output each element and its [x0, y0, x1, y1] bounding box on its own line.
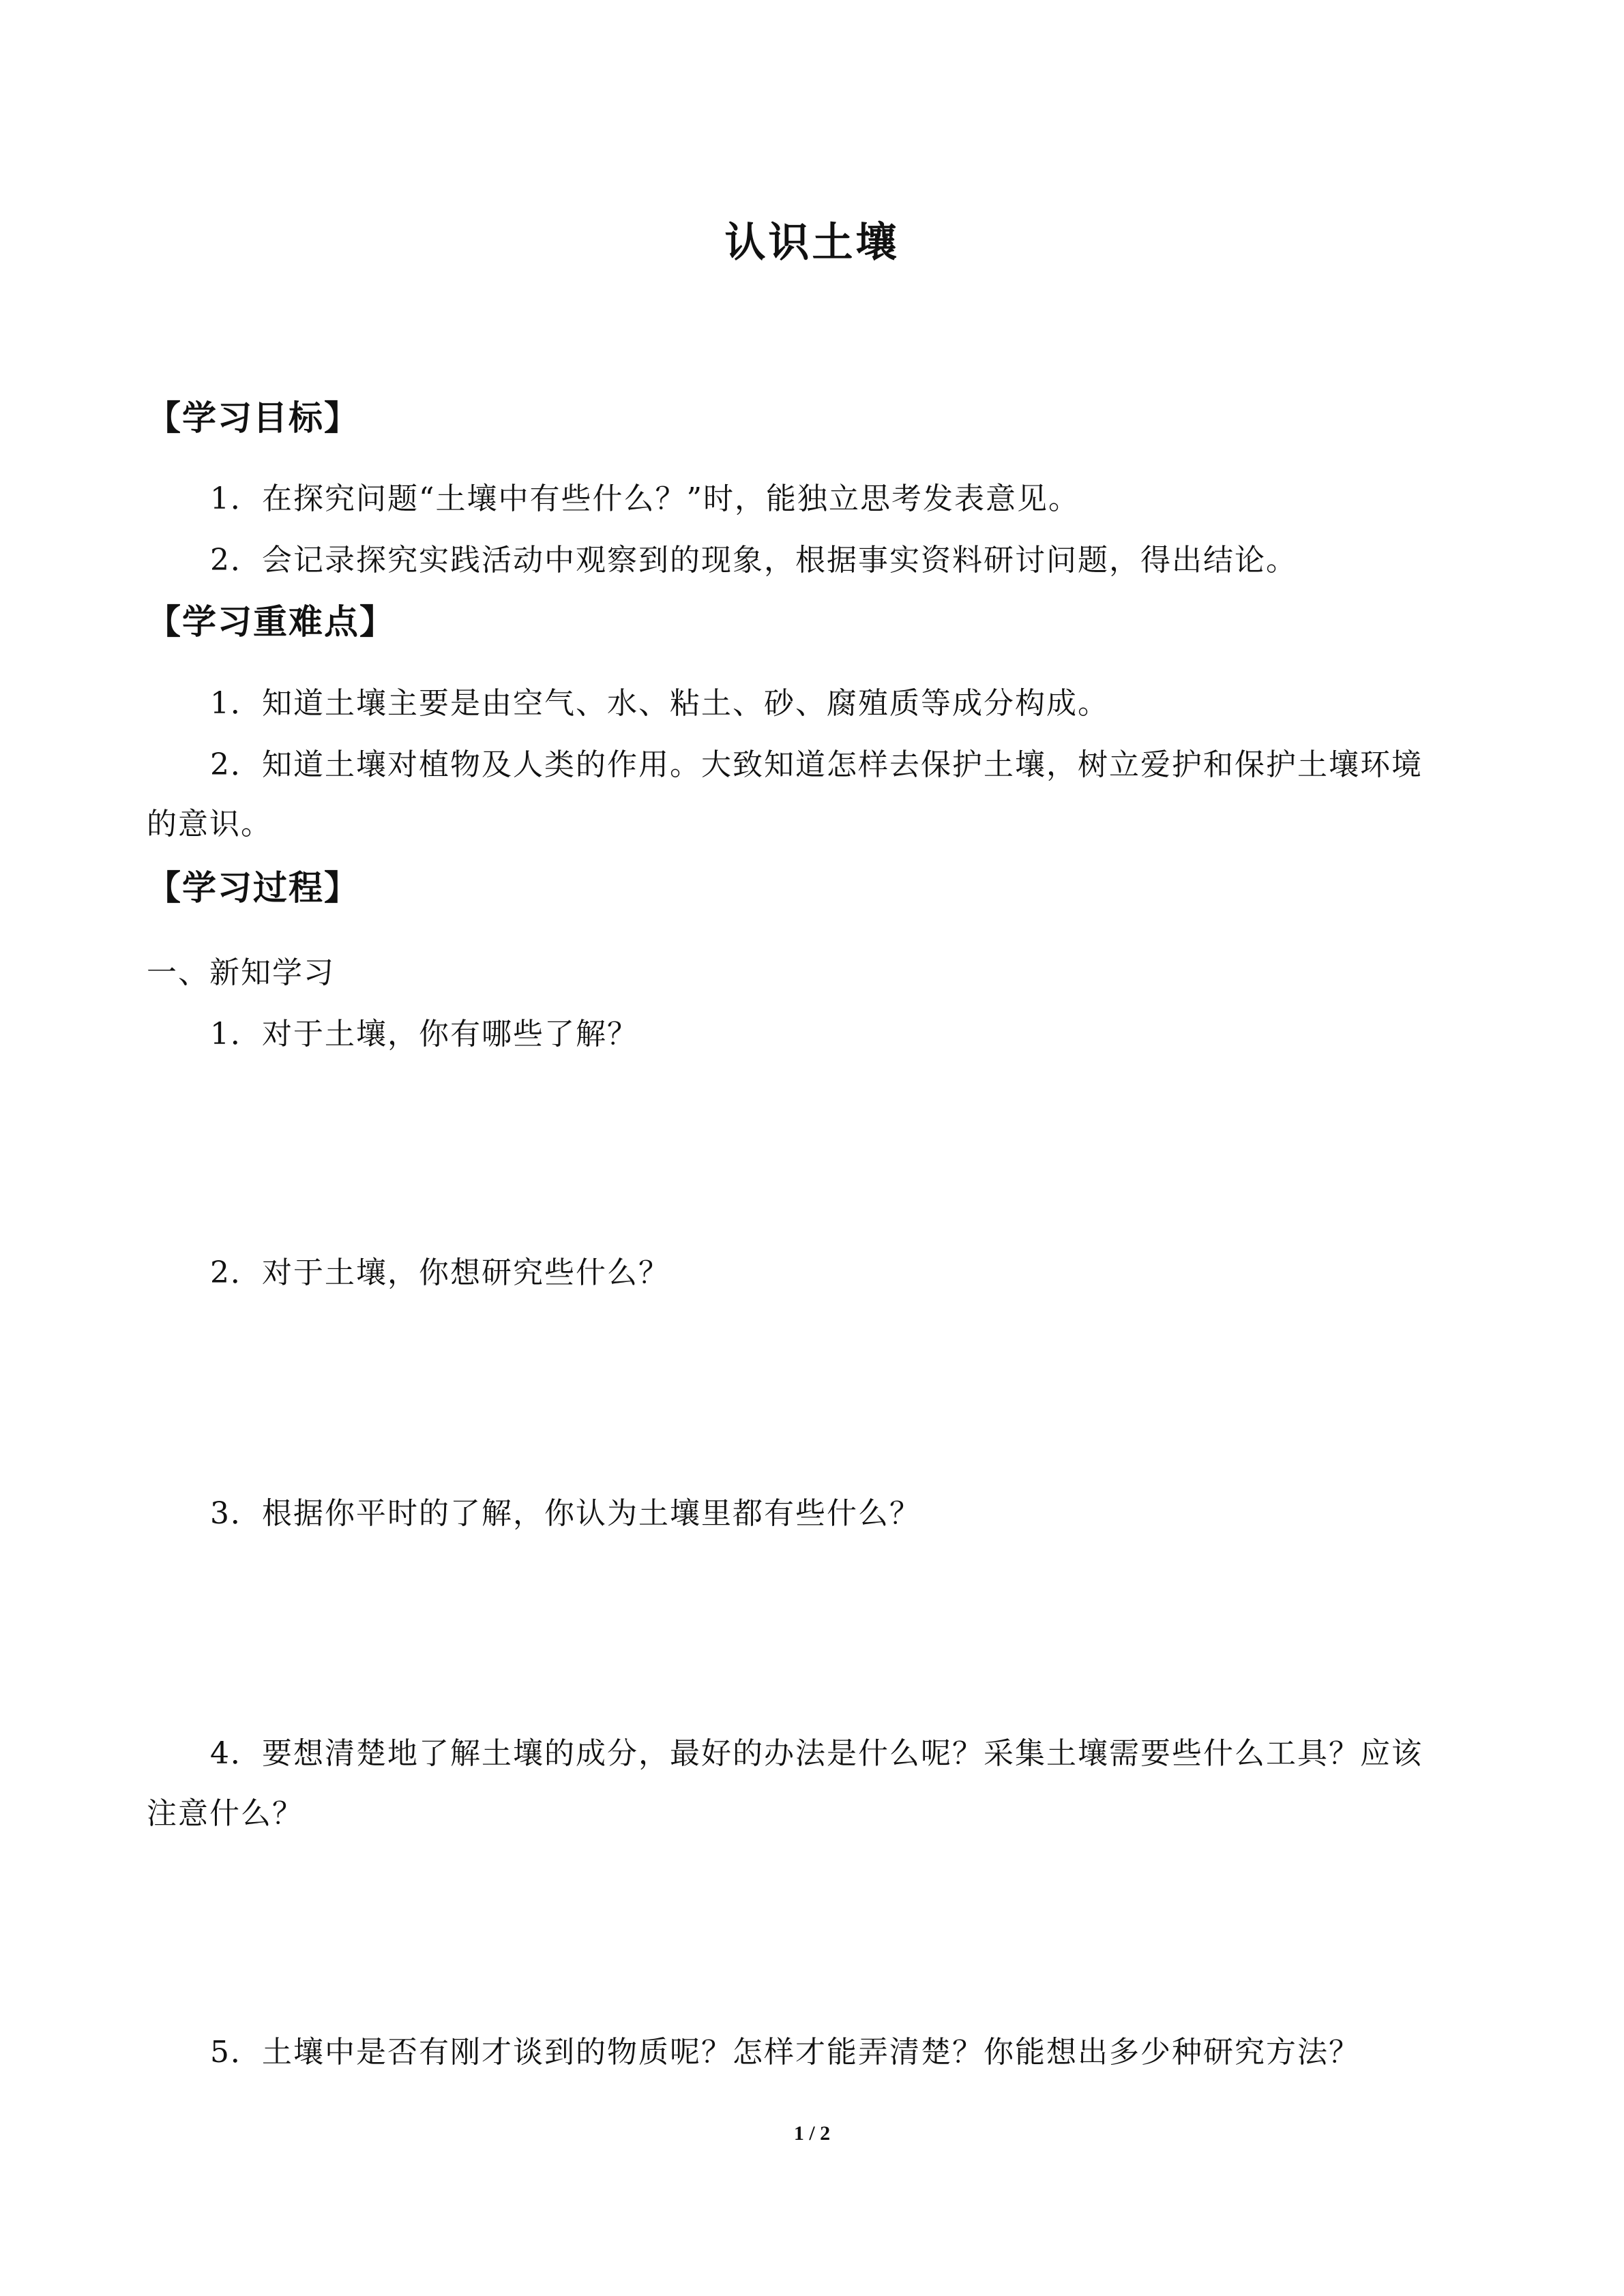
- objective-item-1: 1．在探究问题“土壤中有些什么？”时，能独立思考发表意见。: [210, 481, 1080, 516]
- question-4-continued: 注意什么？: [147, 1796, 304, 1831]
- question-4: 4．要想清楚地了解土壤的成分，最好的办法是什么呢？采集土壤需要些什么工具？应该: [210, 1736, 1423, 1771]
- section-heading-objectives: 【学习目标】: [147, 398, 359, 438]
- question-3: 3．根据你平时的了解，你认为土壤里都有些什么？: [210, 1496, 921, 1531]
- process-subheading: 一、新知学习: [147, 955, 335, 990]
- section-heading-process: 【学习过程】: [147, 868, 359, 908]
- key-point-item-2-continued: 的意识。: [147, 807, 272, 841]
- objective-item-2: 2．会记录探究实践活动中观察到的现象，根据事实资料研讨问题，得出结论。: [210, 543, 1297, 578]
- key-point-item-1: 1．知道土壤主要是由空气、水、粘土、砂、腐殖质等成分构成。: [210, 686, 1109, 721]
- question-2: 2．对于土壤，你想研究些什么？: [210, 1255, 670, 1290]
- key-point-item-2: 2．知道土壤对植物及人类的作用。大致知道怎样去保护土壤，树立爱护和保护土壤环境: [210, 747, 1423, 782]
- question-1: 1．对于土壤，你有哪些了解？: [210, 1017, 638, 1052]
- question-5: 5．土壤中是否有刚才谈到的物质呢？怎样才能弄清楚？你能想出多少种研究方法？: [210, 2035, 1360, 2070]
- section-heading-key-points: 【学习重难点】: [147, 602, 395, 642]
- page-number: 1 / 2: [793, 2122, 831, 2145]
- page-title: 认识土壤: [724, 219, 900, 267]
